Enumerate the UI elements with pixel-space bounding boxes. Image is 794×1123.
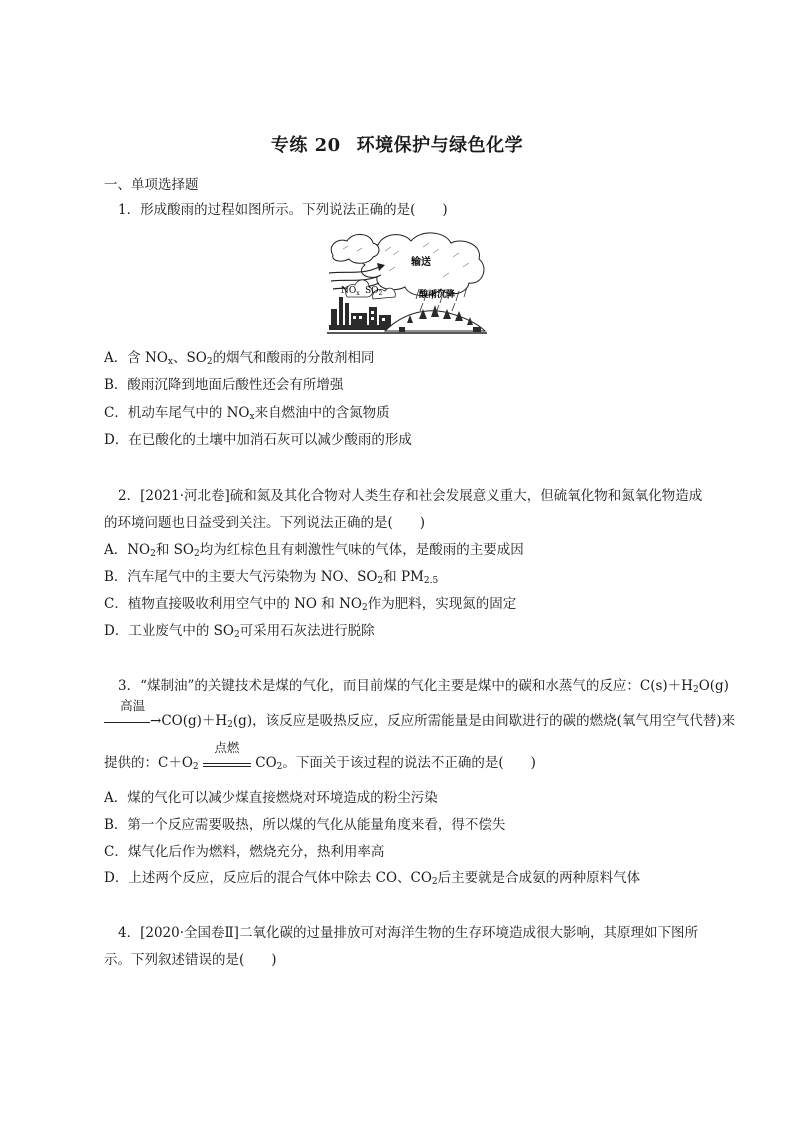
q2-option-b[interactable]: B．汽车尾气中的主要大气污染物为 NO、$SO_2$和 $PM_{2.5}$ bbox=[104, 569, 439, 586]
q1-option-b[interactable]: B．酸雨沉降到地面后酸性还会有所增强 bbox=[104, 377, 344, 393]
q3-option-c[interactable]: C．煤气化后作为燃料，燃烧充分，热利用率高 bbox=[104, 844, 385, 860]
question-3-stem-line1: 3．“煤制油”的关键技术是煤的气化，而目前煤的气化主要是煤中的碳和水蒸气的反应：$C(s)+H_2O(g)$ bbox=[118, 678, 729, 695]
reaction-condition-ignite: 点燃 bbox=[203, 754, 251, 772]
section-heading: 一、单项选择题 bbox=[104, 177, 199, 193]
label-so2: $SO_2$ bbox=[365, 286, 383, 297]
q2-option-a[interactable]: A．$NO_2$和 $SO_2$均为红棕色且有刺激性气味的气体，是酸雨的主要成因 bbox=[104, 542, 524, 559]
title-topic: 环境保护与绿色化学 bbox=[356, 135, 524, 156]
question-4-stem-line1: 4．[2020·全国卷Ⅱ]二氧化碳的过量排放可对海洋生物的生存环境造成很大影响，其原理如下图所 bbox=[118, 925, 698, 941]
label-nox: $NO_x$ bbox=[341, 286, 360, 297]
q1-option-c[interactable]: C．机动车尾气中的 $NO_x$来自燃油中的含氮物质 bbox=[104, 405, 390, 422]
acid-rain-figure bbox=[323, 227, 489, 338]
q2-option-c[interactable]: C．植物直接吸收利用空气中的 NO 和 $NO_2$作为肥料，实现氮的固定 bbox=[104, 596, 517, 613]
question-3-stem-line2: 高温 $\to CO(g)+H_2(g)$，该反应是吸热反应，反应所需能量是由间歇进行的碳的燃烧(氧气用空气代替)来 bbox=[104, 712, 735, 730]
q3-option-b[interactable]: B．第一个反应需要吸热，所以煤的气化从能量角度来看，得不偿失 bbox=[104, 817, 506, 833]
page-title bbox=[0, 131, 794, 157]
reaction-condition-high-temp: 高温 → bbox=[104, 712, 161, 730]
title-number: 专练 20 bbox=[270, 135, 341, 156]
label-transport: 输送 bbox=[411, 257, 431, 268]
q1-option-a[interactable]: A．含 $NO_x$、$SO_2$的烟气和酸雨的分散剂相同 bbox=[104, 350, 375, 367]
question-2-stem-line2: 的环境问题也日益受到关注。下列说法正确的是( ) bbox=[104, 515, 426, 531]
q2-option-d[interactable]: D．工业废气中的 $SO_2$可采用石灰法进行脱除 bbox=[104, 623, 375, 640]
question-2-stem-line1: 2．[2021·河北卷]硫和氮及其化合物对人类生存和社会发展意义重大，但硫氧化物和氮氧化物造成 bbox=[118, 488, 703, 504]
question-1-stem: 1．形成酸雨的过程如图所示。下列说法正确的是( ) bbox=[118, 202, 448, 218]
question-4-stem-line2: 示。下列叙述错误的是( ) bbox=[104, 952, 277, 968]
q3-option-d[interactable]: D．上述两个反应，反应后的混合气体中除去 CO、$CO_2$后主要就是合成氨的两种原料气体 bbox=[104, 870, 641, 887]
question-3-stem-line3: 提供的：$C+O_2$ 点燃 $CO_2$。下面关于该过程的说法不正确的是( ) bbox=[104, 740, 536, 772]
q1-option-d[interactable]: D．在已酸化的土壤中加消石灰可以减少酸雨的形成 bbox=[104, 432, 412, 448]
label-acid-rain: 酸雨沉降 bbox=[419, 290, 456, 300]
q3-option-a[interactable]: A．煤的气化可以减少煤直接燃烧对环境造成的粉尘污染 bbox=[104, 790, 438, 806]
